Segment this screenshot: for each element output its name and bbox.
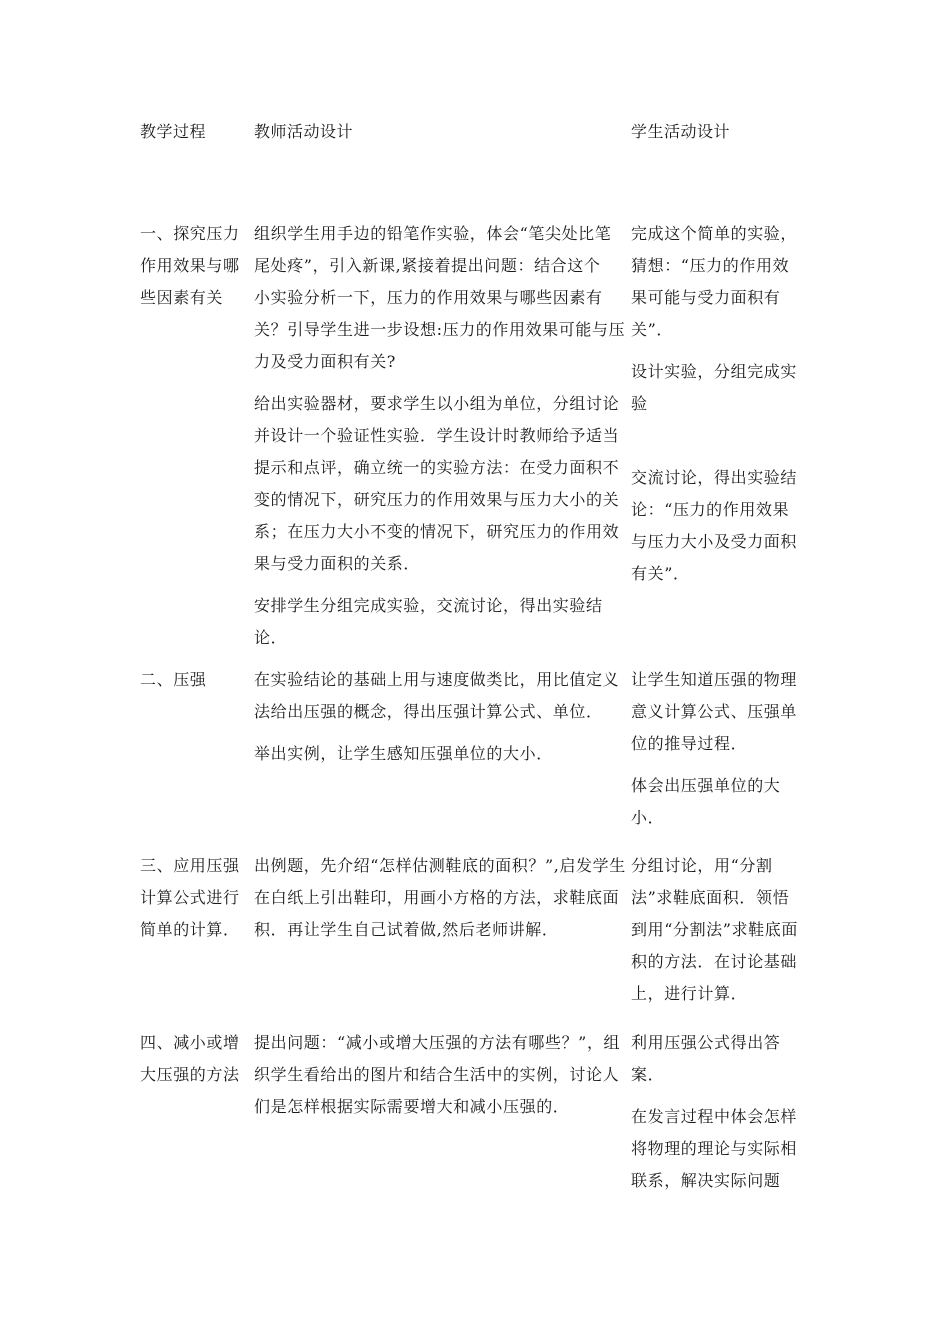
row3-teacher [254,850,626,946]
row1-teacher-p1: 组织学生用手边的铅笔作实验，体会“笔尖处比笔尾处疼”，引入新课,紧接着提出问题：结合这个 小实验分析一下，压力的作用效果与哪些因素有关？引导学生进一步设想:压力的作用效果可能与压力及受力面积有关? [254,224,626,371]
row1-process: 一、探究压力作用效果与哪些因素有关 [140,224,240,307]
row4-student-p2: 在发言过程中体会怎样将物理的理论与实际相联系，解决实际问题 [631,1107,798,1190]
row2-teacher-p1: 在实验结论的基础上用与速度做类比，用比值定义法给出压强的概念，得出压强计算公式、单位． [254,670,620,721]
row2-teacher [254,664,626,770]
row4-process: 四、减小或增大压强的方法 [140,1033,240,1084]
row1-student-p3: 交流讨论，得出实验结论：“压力的作用效果与压力大小及受力面积有关”． [631,468,798,583]
row2-student-p2: 体会出压强单位的大小． [631,776,781,827]
row1-teacher-p3: 安排学生分组完成实验，交流讨论，得出实验结论． [254,596,603,647]
row2-student-p1: 让学生知道压强的物理意义计算公式、压强单位的推导过程． [631,670,798,753]
row4-student-p1: 利用压强公式得出答案． [631,1033,781,1084]
row3-student [631,850,803,1010]
row1-student-p1: 完成这个简单的实验，猜想：“压力的作用效果可能与受力面积有关”． [631,224,798,339]
row4-student [631,1027,803,1197]
row2-student [631,664,803,834]
row4-teacher-p1: 提出问题：“减小或增大压强的方法有哪些？”，组织学生看给出的图片和结合生活中的实例，讨论人们是怎样根据实际需要增大和减小压强的． [254,1033,621,1116]
row1-student-p2: 设计实验，分组完成实验 [631,362,798,413]
header-teacher: 教师活动设计 [254,122,354,141]
row3-process: 三、应用压强计算公式进行简单的计算． [140,856,240,939]
row2-teacher-p2: 举出实例，让学生感知压强单位的大小． [254,744,553,763]
row1-teacher [254,218,626,654]
row3-teacher-p1: 出例题，先介绍“怎样估测鞋底的面积？”,启发学生在白纸上引出鞋印，用画小方格的方法，求鞋底面积．再让学生自己试着做,然后老师讲解． [254,856,626,939]
row1-student [631,218,803,590]
row3-student-p1: 分组讨论，用“分割法”求鞋底面积．领悟到用“分割法”求鞋底面积的方法．在讨论基础上，进行计算． [631,856,798,1003]
row4-teacher [254,1027,626,1123]
row1-teacher-p2: 给出实验器材，要求学生以小组为单位，分组讨论并设计一个验证性实验．学生设计时教师给予适当提示和点评，确立统一的实验方法：在受力面积不变的情况下，研究压力的作用效果与压力大小的关系；在压力大小不变的情况下，研究压力的作用效果与受力面积的关系． [254,394,620,573]
row2-process: 二、压强 [140,670,207,689]
header-student: 学生活动设计 [631,122,731,141]
header-process: 教学过程 [140,122,207,141]
